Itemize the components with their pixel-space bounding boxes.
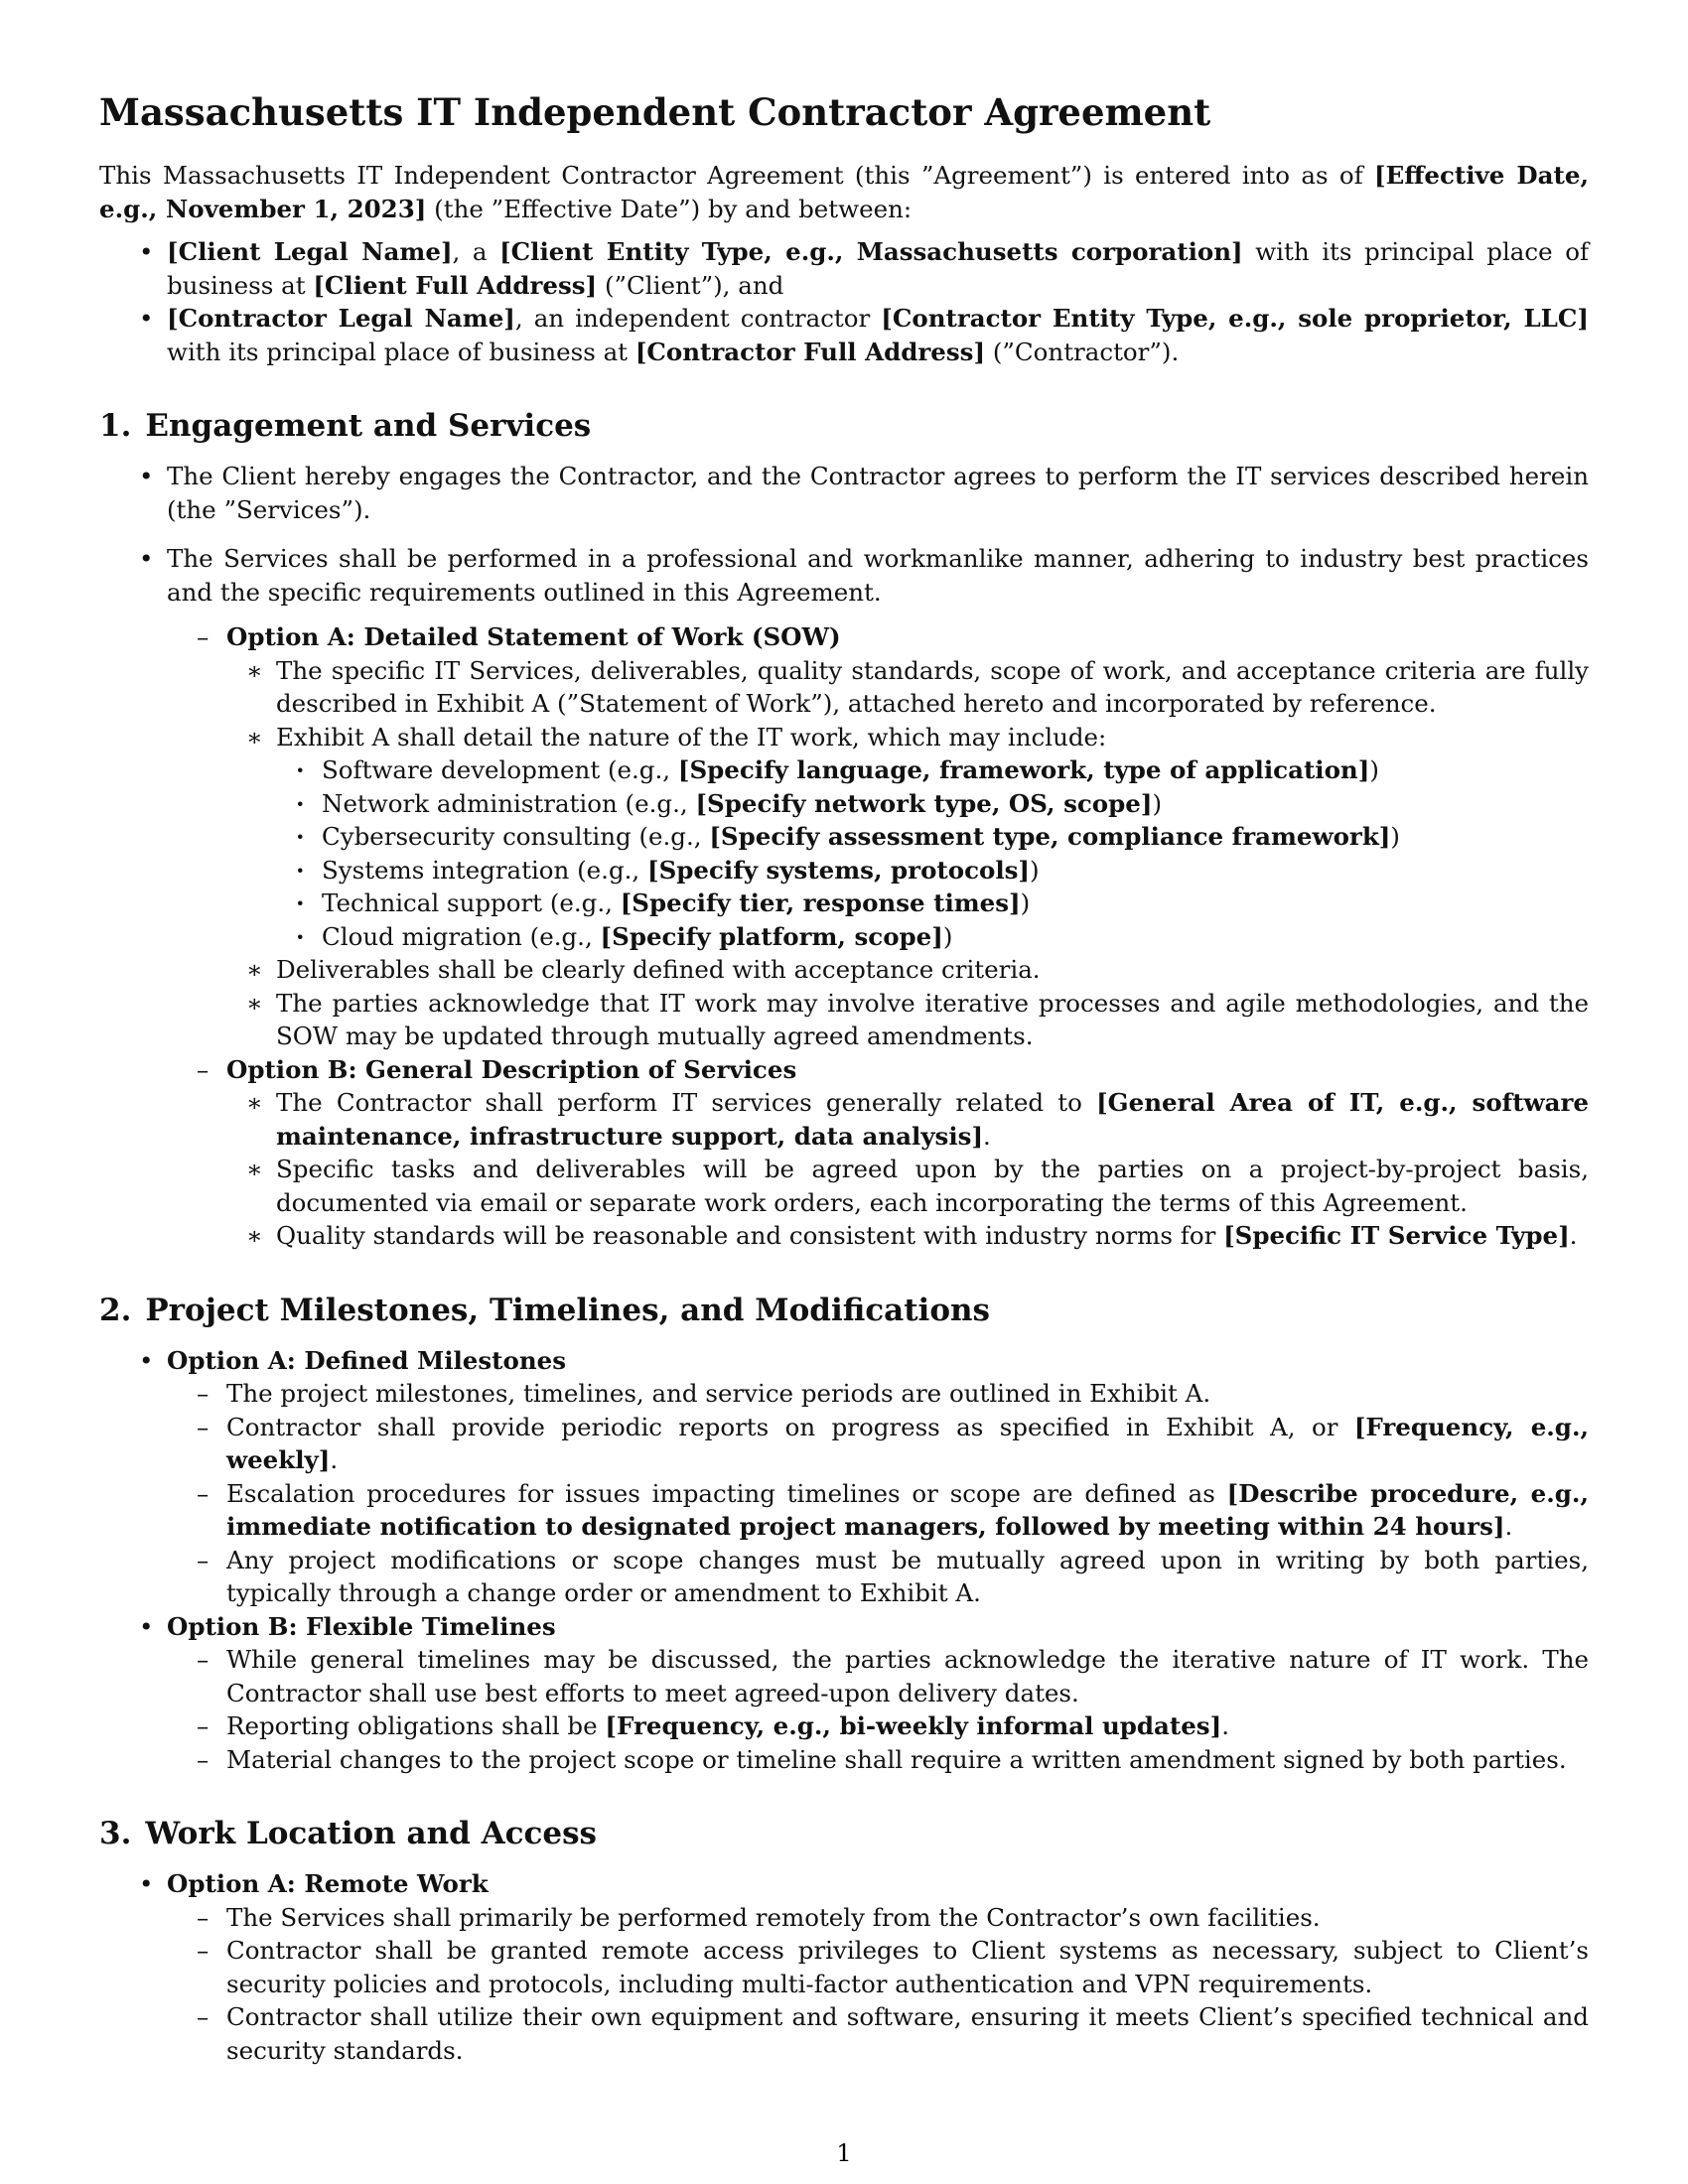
sub-item-placeholder: [Specify assessment type, compliance framework] [709,822,1391,851]
list-item-text: Contractor shall provide periodic reports on progress as specified in Exhibit A, or [226,1412,1354,1441]
contractor-name-placeholder: [Contractor Legal Name] [167,304,515,333]
list-item: ∗ Specific tasks and deliverables will be agreed upon by the parties on a project-by-project basis, documented via email or separate work orders, each incorporating the terms of this Agreement. [276,1153,1589,1219]
frequency-placeholder: [Frequency, e.g., bi-weekly informal updates] [605,1711,1222,1740]
intro-paragraph [99,159,1589,225]
sub-item-placeholder: [Specify systems, protocols] [647,855,1031,885]
effective-date-placeholder: [Effective Date, e.g., November 1, 2023] [99,161,1589,223]
sub-item-placeholder: [Specify language, framework, type of application] [677,755,1370,784]
option-a-items [167,1377,1589,1610]
option-a [167,1344,1589,1610]
list-item [322,854,1589,887]
document-title: Massachusetts IT Independent Contractor Agreement [99,90,1211,134]
sub-item-end: ) [1390,822,1400,851]
list-item [322,753,1589,787]
option-b-items [167,1643,1589,1776]
list-item-end: . [983,1121,991,1151]
section-1-heading [99,406,1589,446]
section-number: 2. [99,1292,132,1328]
party-client [167,235,1589,302]
contractor-address-placeholder: [Contractor Full Address] [634,337,986,366]
list-item: – Contractor shall be granted remote access privileges to Client systems as necessary, subject to Client’s security policies and protocols, including multi-factor authentication and VPN requirements. [226,1934,1589,2000]
option-title: Option B: Flexible Timelines [167,1611,556,1641]
list-item: – The project milestones, timelines, and service periods are outlined in Exhibit A. [226,1377,1589,1411]
party-text: (”Client”), and [597,270,784,300]
list-item [322,787,1589,821]
sub-item-text: Network administration (e.g., [322,788,696,818]
sub-item-end: ) [942,921,953,951]
list-item-end: . [1569,1221,1578,1250]
sub-item-end: ) [1369,755,1379,784]
option-a-items [167,1901,1589,2068]
list-item: – Any project modifications or scope changes must be mutually agreed upon in writing by both parties, typically through a change order or amendment to Exhibit A. [226,1544,1589,1610]
list-item-end: . [1504,1512,1513,1541]
client-name-placeholder: [Client Legal Name] [167,237,453,266]
list-item [226,1709,1589,1743]
section-3-list [99,1867,1589,2067]
sub-item-placeholder: [Specify platform, scope] [600,921,943,951]
sub-item-end: ) [1030,855,1040,885]
option-title: Option B: General Description of Services [226,1054,797,1084]
option-b [226,1053,1589,1253]
options-list [167,620,1589,1253]
option-title: Option A: Defined Milestones [167,1345,567,1375]
section-title: Engagement and Services [145,408,592,444]
list-item: – The Services shall primarily be performed remotely from the Contractor’s own facilities. [226,1901,1589,1935]
section-3-heading [99,1814,1589,1853]
option-a-items [226,654,1589,1053]
list-item [322,887,1589,920]
section-2-list [99,1344,1589,1777]
list-item [226,1477,1589,1544]
party-text: , a [452,237,500,266]
option-a [167,1867,1589,2067]
list-item [322,920,1589,954]
option-b [167,1610,1589,1777]
option-a [226,620,1589,1053]
section-title: Project Milestones, Timelines, and Modifications [145,1292,990,1328]
list-item: – While general timelines may be discussed, the parties acknowledge the iterative nature of IT work. The Contractor shall use best efforts to meet agreed-upon delivery dates. [226,1643,1589,1709]
list-item-text: The Services shall be performed in a professional and workmanlike manner, adhering to industry best practices and the specific requirements outlined in this Agreement. [167,544,1589,607]
list-item: ∗ Deliverables shall be clearly defined with acceptance criteria. [276,953,1589,987]
it-work-types-list [276,753,1589,953]
list-item [322,820,1589,854]
list-item-text: The Contractor shall perform IT services generally related to [276,1088,1097,1117]
list-item: – Material changes to the project scope or timeline shall require a written amendment signed by both parties. [226,1743,1589,1777]
party-text: with its principal place of business at [167,237,1590,300]
page-number: 1 [836,2139,852,2167]
contractor-entity-placeholder: [Contractor Entity Type, e.g., sole proprietor, LLC] [881,304,1589,333]
sub-item-text: Software development (e.g., [322,755,678,784]
sub-item-placeholder: [Specify network type, OS, scope] [695,788,1153,818]
client-address-placeholder: [Client Full Address] [313,270,598,300]
parties-list [99,235,1589,368]
party-text: with its principal place of business at [167,337,635,366]
document-page [99,89,1589,2067]
list-item-text: Escalation procedures for issues impacting timelines or scope are defined as [226,1478,1227,1508]
frequency-placeholder: [Frequency, e.g., weekly] [226,1412,1589,1474]
list-item [167,542,1589,1253]
list-item [276,721,1589,954]
list-item-end: . [1221,1711,1229,1740]
section-2-heading [99,1291,1589,1330]
list-item [226,1411,1589,1477]
list-item [276,1086,1589,1153]
list-item [276,1219,1589,1253]
procedure-placeholder: [Describe procedure, e.g., immediate notification to designated project managers, followed by meeting within 24 hours] [226,1478,1589,1541]
option-title: Option A: Detailed Statement of Work (SOW) [226,622,841,651]
list-item: – Contractor shall utilize their own equipment and software, ensuring it meets Client’s specified technical and security standards. [226,2000,1589,2067]
sub-item-text: Systems integration (e.g., [322,855,647,885]
list-item-text: Quality standards will be reasonable and consistent with industry norms for [276,1221,1224,1250]
sub-item-placeholder: [Specify tier, response times] [620,888,1021,917]
party-text: (”Contractor”). [985,337,1180,366]
sub-item-end: ) [1152,788,1163,818]
sub-item-text: Cloud migration (e.g., [322,921,601,951]
sub-item-end: ) [1020,888,1031,917]
option-b-items [226,1086,1589,1253]
list-item: • The Client hereby engages the Contractor, and the Contractor agrees to perform the IT services described herein (the ”Services”). [167,460,1589,526]
list-item-text: Reporting obligations shall be [226,1711,606,1740]
intro-text-end: (the ”Effective Date”) by and between: [426,194,913,223]
list-item-text: Exhibit A shall detail the nature of the IT work, which may include: [276,722,1107,751]
option-title: Option A: Remote Work [167,1869,489,1898]
intro-text: This Massachusetts IT Independent Contractor Agreement (this ”Agreement”) is entered into as of [99,161,1375,190]
list-item: ∗ The specific IT Services, deliverables, quality standards, scope of work, and acceptance criteria are fully described in Exhibit A (”Statement of Work”), attached hereto and incorporated by reference. [276,654,1589,721]
it-area-placeholder: [General Area of IT, e.g., software maintenance, infrastructure support, data analysis] [276,1088,1589,1151]
list-item: ∗ The parties acknowledge that IT work may involve iterative processes and agile methodologies, and the SOW may be updated through mutually agreed amendments. [276,987,1589,1053]
client-entity-placeholder: [Client Entity Type, e.g., Massachusetts corporation] [499,237,1243,266]
party-text: , an independent contractor [514,304,882,333]
section-number: 1. [99,408,132,444]
sub-item-text: Cybersecurity consulting (e.g., [322,822,710,851]
service-type-placeholder: [Specific IT Service Type] [1223,1221,1570,1250]
section-number: 3. [99,1816,132,1851]
section-title: Work Location and Access [145,1816,598,1851]
party-contractor [167,302,1589,368]
sub-item-text: Technical support (e.g., [322,888,621,917]
list-item-end: . [330,1445,339,1474]
section-1-list [99,460,1589,1253]
